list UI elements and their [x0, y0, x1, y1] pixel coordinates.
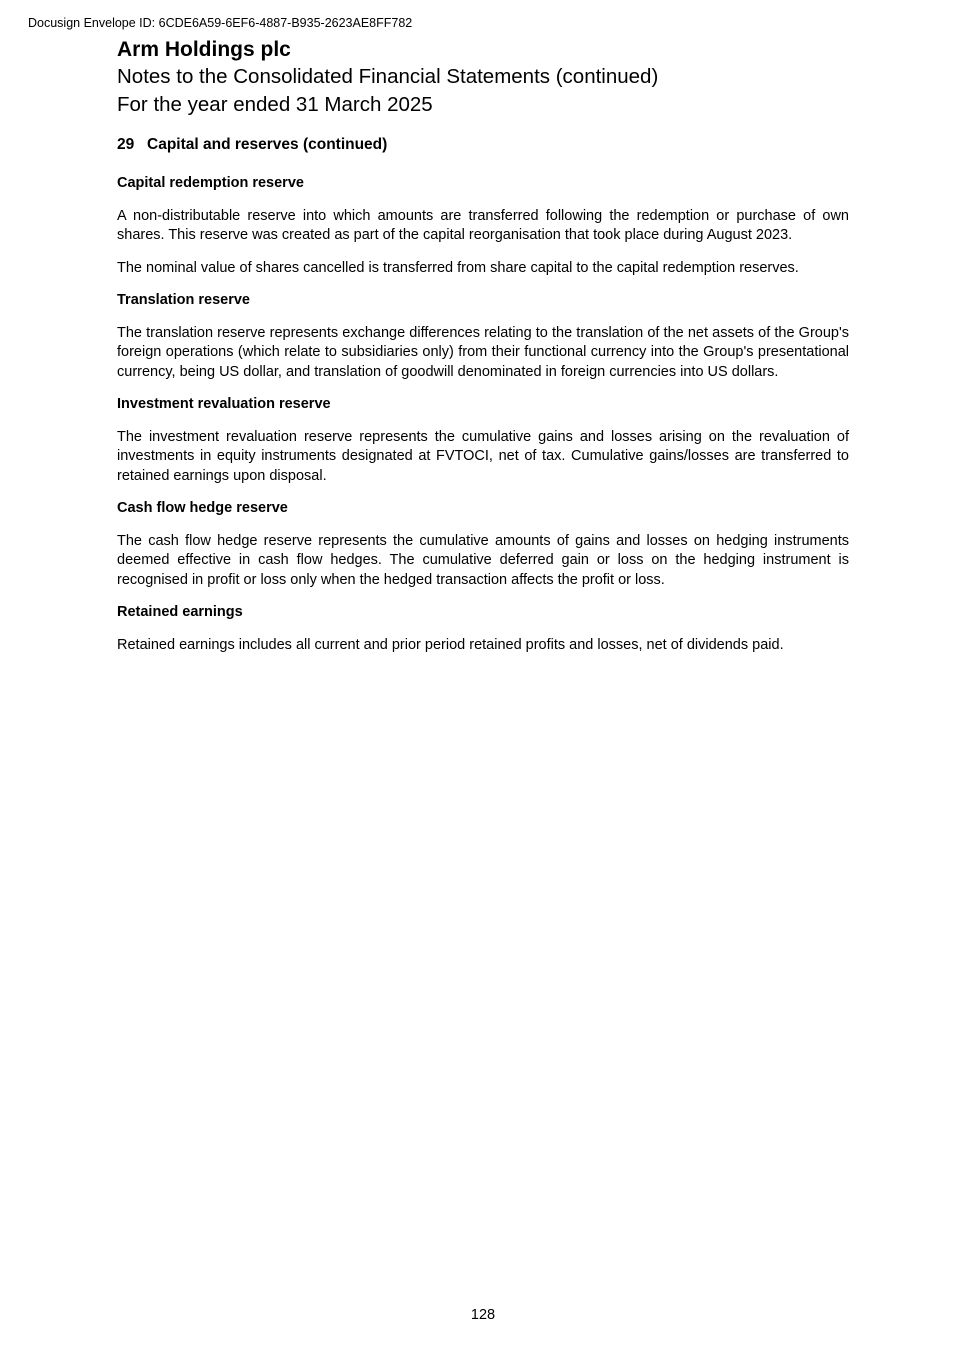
cash-flow-hedge-heading: Cash flow hedge reserve — [117, 500, 288, 516]
section-title: Capital and reserves (continued) — [147, 136, 388, 153]
retained-earnings-paragraph: Retained earnings includes all current and prior period retained profits and losses, net of dividends paid. — [117, 636, 784, 653]
section-number: 29 — [117, 136, 135, 153]
translation-paragraph: The translation reserve represents exchange differences relating to the translation of the net assets of the Group's foreign operations (which relate to subsidiaries only) from their functional currency into the Group's presentational currency, being US dollar, and translation of goodwill denominated in foreign currencies into US dollars. — [117, 324, 849, 380]
notes-title: Notes to the Consolidated Financial Statements (continued) — [117, 65, 659, 88]
company-name: Arm Holdings plc — [117, 38, 291, 61]
period-title: For the year ended 31 March 2025 — [117, 93, 433, 116]
investment-revaluation-paragraph: The investment revaluation reserve represents the cumulative gains and losses arising on the revaluation of investments in equity instruments designated at FVTOCI, net of tax. Cumulative gains/losses are transferred to retained earnings upon disposal. — [117, 428, 849, 484]
retained-earnings-heading: Retained earnings — [117, 604, 243, 620]
capital-redemption-paragraph-2: The nominal value of shares cancelled is transferred from share capital to the capital redemption reserves. — [117, 259, 799, 276]
page-header — [117, 36, 857, 119]
note-content — [117, 134, 849, 668]
capital-redemption-paragraph-1: A non-distributable reserve into which amounts are transferred following the redemption or purchase of own shares. This reserve was created as part of the capital reorganisation that took place during August 2023. — [117, 207, 849, 243]
section-heading — [117, 134, 849, 156]
translation-heading: Translation reserve — [117, 292, 250, 308]
cash-flow-hedge-paragraph: The cash flow hedge reserve represents the cumulative amounts of gains and losses on hedging instruments deemed effective in cash flow hedges. The cumulative deferred gain or loss on the hedging instrument is recognised in profit or loss only when the hedged transaction affects the profit or loss. — [117, 532, 849, 588]
docusign-envelope-id: Docusign Envelope ID: 6CDE6A59-6EF6-4887-B935-2623AE8FF782 — [28, 16, 413, 30]
investment-revaluation-heading: Investment revaluation reserve — [117, 396, 331, 412]
capital-redemption-heading: Capital redemption reserve — [117, 175, 304, 191]
page-number: 128 — [470, 1307, 496, 1323]
